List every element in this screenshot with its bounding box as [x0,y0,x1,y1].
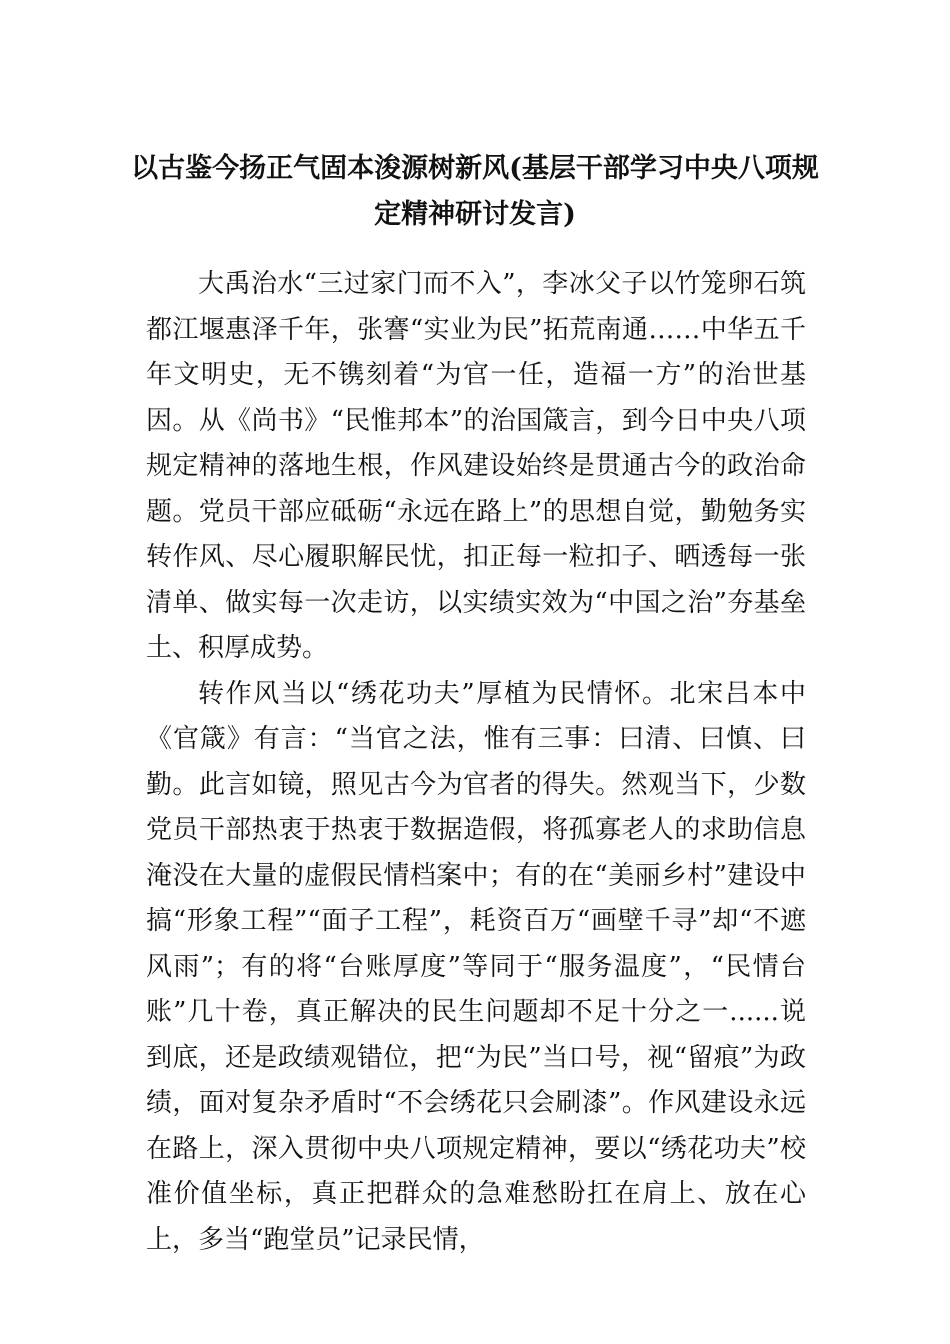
paragraph-2: 转作风当以“绣花功夫”厚植为民情怀。北宋吕本中《官箴》有言：“当官之法，惟有三事：曰清、曰慎、曰勤。此言如镜，照见古今为官者的得失。然观当下，少数党员干部热衷于热衷于数据造假，将孤寡老人的求助信息淹没在大量的虚假民情档案中；有的在“美丽乡村”建设中搞“形象工程”“面子工程”，耗资百万“画壁千寻”却“不遮风雨”；有的将“台账厚度”等同于“服务温度”，“民情台账”几十卷，真正解决的民生问题却不足十分之一......说到底，还是政绩观错位，把“为民”当口号，视“留痕”为政绩，面对复杂矛盾时“不会绣花只会刷漆”。作风建设永远在路上，深入贯彻中央八项规定精神，要以“绣花功夫”校准价值坐标，真正把群众的急难愁盼扛在肩上、放在心上，多当“跑堂员”记录民情， [146,678,806,1255]
paragraph-1: 大禹治水“三过家门而不入”，李冰父子以竹笼卵石筑都江堰惠泽千年，张謇“实业为民”拓荒南通……中华五千年文明史，无不镌刻着“为官一任，造福一方”的治世基因。从《尚书》“民惟邦本”的治国箴言，到今日中央八项规定精神的落地生根，作风建设始终是贯通古今的政治命题。党员干部应砥砺“永远在路上”的思想自觉，勤勉务实转作风、尽心履职解民忧，扣正每一粒扣子、晒透每一张清单、做实每一次走访，以实绩实效为“中国之治”夯基垒土、积厚成势。 [146,269,806,663]
document-title: 以古鉴今扬正气固本浚源树新风(基层干部学习中央八项规定精神研讨发言) [131,153,819,230]
document-body [146,262,806,1263]
